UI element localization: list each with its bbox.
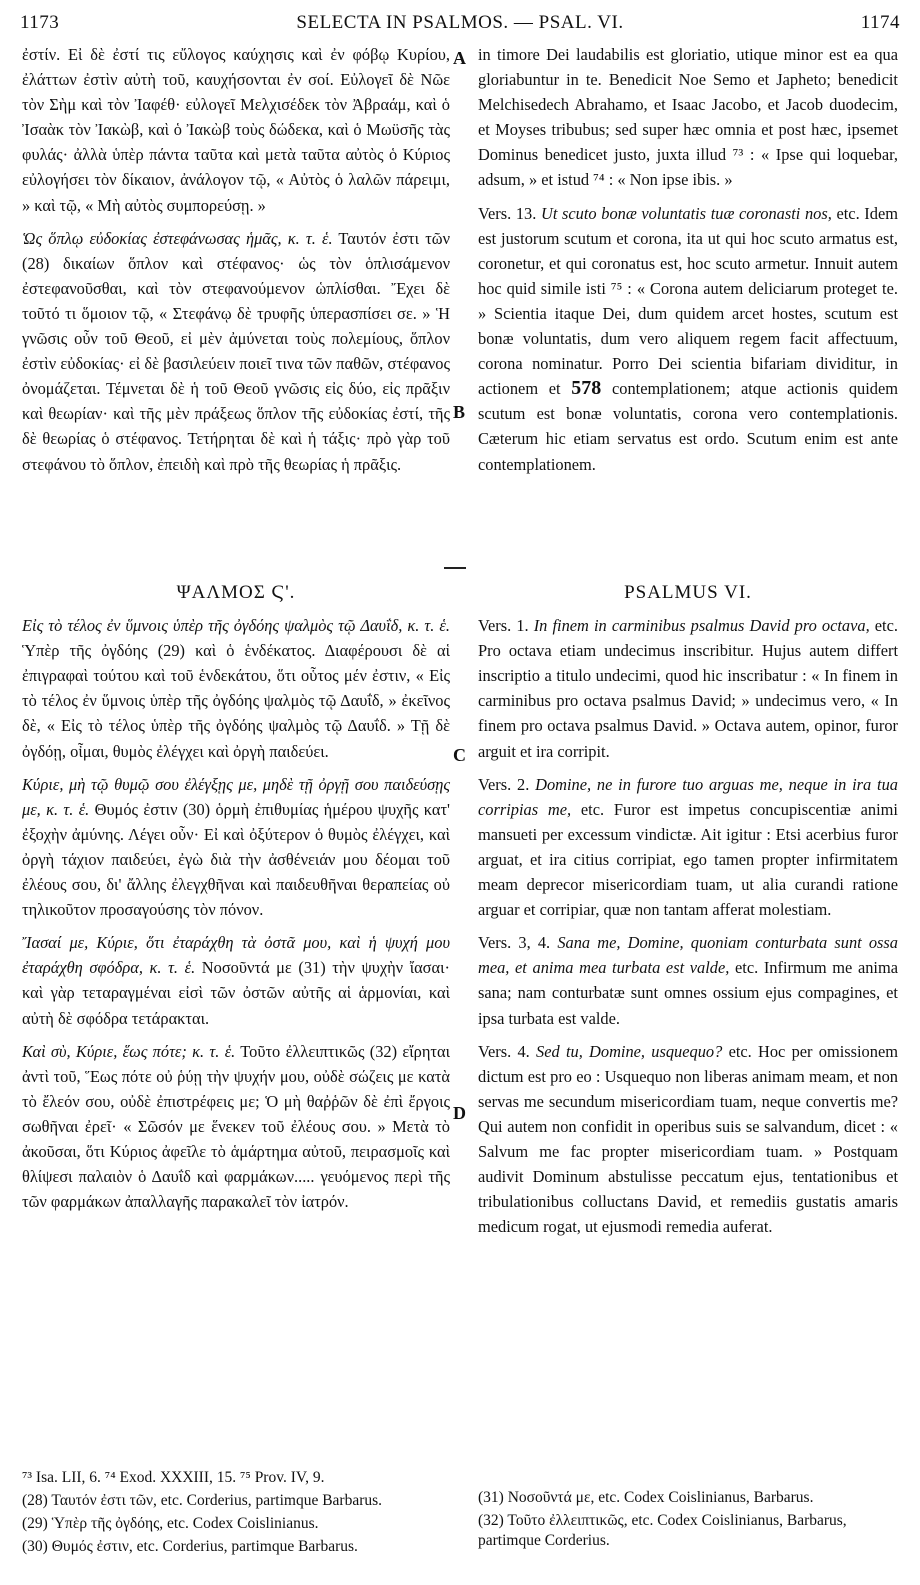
commentary-text: Ὑπὲρ τῆς ὀγδόης (29) καὶ ὁ ἑνδέκατος. Διαφέρουσι δὲ αἱ ἐπιγραφαὶ τούτου καὶ τοῦ ἑνδεκάτου, ὅτι οὗτος μέν ἐστιν, « Εἰς τὸ τέλος ἐν ὕμνοις ὑπὲρ τῆς ὀγδόης ψαλμὸς τῷ Δαυΐδ, » ἐκεῖνος δὲ, « Εἰς τὸ τέλος ὑπὲρ τῆς ὀγδόης ψαλμὸς τῷ Δαυΐδ. » Τῇ δὲ ὀγδόῃ, οἶμαι, θυμὸς ἐλέγχει καὶ ὀργὴ παιδεύει. [22, 641, 450, 761]
verse-lemma: Sana me, Domine, quoniam conturbata sunt ossa mea, et anima mea turbata est valde, [478, 933, 899, 978]
latin-column-psalm [478, 580, 898, 1247]
footnotes-left [22, 1468, 450, 1560]
greek-paragraph [22, 930, 450, 1030]
commentary-text: etc. Idem est justorum scutum et corona, ita ut qui hoc scuto armatus est, coronetur, et qui coronatus est, hoc scuto armetur. Innuit autem hoc quid simile isti ⁷⁵ : « Corona autem deliciarum proteget te. » Scientia itaque Dei, dum quidem arcet hostes, scutum est bonæ voluntatis, dum vero aliquem regem facit affectuum, corona nominatur. Porro Dei scientia bifariam dividitur, in actionem et [478, 203, 898, 399]
greek-paragraph [22, 226, 450, 477]
page-header [20, 8, 900, 38]
commentary-text: etc. Pro octava etiam undecimus inscribitur. Hujus autem differt inscriptio a titulo undecimi, quod hic inscribatur : « In finem in carminibus pro octava psalmus David; » undecimus vero, « In finem pro octava psalmus David. » Octava autem, opinor, furor arguit et ira corripit. [478, 616, 898, 761]
margin-marker-a: A [453, 48, 466, 68]
latin-paragraph [478, 772, 898, 923]
verse-lemma: In finem in carminibus psalmus David pro octava, [533, 616, 870, 636]
latin-column-top [478, 42, 898, 485]
footnote: (28) Ταυτόν ἐστι τῶν, etc. Corderius, partimque Barbarus. [22, 1492, 383, 1509]
commentary-text: Ταυτόν ἐστι τῶν (28) δικαίων ὅπλον καὶ στέφανος· ὡς τὸν ὁπλισάμενον ἐστεφανοῦσθαι, καὶ τὸν στεφανούμενον ὡπλίσθαι. Ἔχει δὲ τοῦτό τι ὅμοιον τῷ, « Στεφάνῳ δὲ τρυφῆς ὑπερασπίσει σε. » Ἡ γνῶσις οὖν τοῦ Θεοῦ, εἰ μὲν ἀμύνεται τοὺς πολεμίους, ὅπλον ἐστὶν εὐδοκίας· εἰ δὲ βασιλεύειν ποιεῖ τινα τῶν παθῶν, στέφανος ὀνομάζεται. Τέμνεται δὲ ἡ τοῦ Θεοῦ γνῶσις εἰς δύο, εἰς πρᾶξιν καὶ θεωρίαν· καὶ τῆς μὲν πράξεως ὅπλον τῆς εὐδοκίας ἐστί, τῆς δὲ θεωρίας ὁ στέφανος. Τετήρηται δὲ καὶ ἡ τάξις· πρὸ γὰρ τοῦ στεφάνου τὸ ὅπλον, ἐπειδὴ καὶ πρὸ τῆς θεωρίας ἡ πρᾶξις. [22, 228, 450, 474]
verse-number: Vers. 1. [478, 616, 529, 636]
column-number: 578 [571, 377, 602, 400]
greek-column-psalm [22, 580, 450, 1222]
latin-paragraph [478, 201, 898, 477]
latin-paragraph [478, 1039, 898, 1240]
latin-paragraph [478, 930, 898, 1030]
footnote: (32) Τοῦτο ἐλλειπτικῶς, etc. Codex Coislinianus, Barbarus, partimque Corderius. [478, 1512, 847, 1549]
commentary-text: contemplationem; atque actionis quidem scutum est bonæ voluntatis, corona vero contemplationis. Cæterum hic etiam servatus est ordo. Scutum enim est ante contemplationem. [478, 379, 898, 474]
greek-paragraph [22, 613, 450, 764]
verse-lemma: Κύριε, μὴ τῷ θυμῷ σου ἐλέγξῃς με, μηδὲ τῇ ὀργῇ σου παιδεύσῃς με, κ. τ. ἑ. [22, 774, 450, 819]
margin-marker-c: C [453, 745, 466, 765]
verse-lemma: Καὶ σὺ, Κύριε, ἕως πότε; κ. τ. ἑ. [22, 1041, 236, 1061]
verse-number: Vers. 13. [478, 203, 537, 223]
verse-number: Vers. 4. [478, 1041, 530, 1061]
section-divider [444, 567, 466, 569]
footnote: (31) Νοσοῦντά με, etc. Codex Coislinianus, Barbarus. [478, 1489, 814, 1506]
commentary-text: Νοσοῦντά με (31) τὴν ψυχὴν ἴασαι· καὶ γὰρ τεταραγμέναι εἰσὶ τῶν ὀστῶν αὐτῆς αἱ ἁρμονίαι, καὶ αὐτὴ δὲ σφόδρα τετάρακται. [22, 958, 450, 1028]
commentary-text: etc. Furor est impetus concupiscentiæ animi mansueti per excessum vindictæ. Ait igitur : Etsi acerbius furor arguat, et ira citius corripiat, ego tamen propter infirmitatem meam deprecor misericordiam tuam, ut alia curandi ratione arguar et corripiar, quæ non tantam afferat molestiam. [478, 799, 898, 920]
latin-paragraph: in timore Dei laudabilis est gloriatio, utique minor est ea qua gloriabuntur in te. Benedicit Noe Semo et Japheto; benedicit Melchisedech Abrahamo, et Isaac Jacobo, et Jacob duodecim, et Moyses tribubus; sed super hæc omnia et post hæc, ipsemet Dominus benedicet justo, juxta illud ⁷³ : « Ipse qui loquebar, adsum, » et istud ⁷⁴ : « Non ipse ibis. » [478, 45, 898, 190]
psalm-title-latin: PSALMUS VI. [624, 582, 752, 603]
running-title: SELECTA IN PSALMOS. — PSAL. VI. [296, 12, 624, 33]
verse-lemma: Ut scuto bonæ voluntatis tuæ coronasti nos, [541, 203, 832, 223]
commentary-text: etc. Infirmum me anima sana; nam conturbatæ sunt omnes ossium ejus compagines, et ipsa turbata est valde. [478, 958, 898, 1028]
commentary-text: Θυμός ἐστιν (30) ὁρμὴ ἐπιθυμίας ἡμέρου ψυχῆς κατ' ἐξοχὴν ἀμύνης. Λέγει οὖν· Εἰ καὶ ὀξύτερον ὁ θυμὸς ἐλέγχει, καὶ ὀργὴ τάχιον παιδεύει, ἐγὼ διὰ τὴν ἀσθένειάν μου δέομαι τοῦ ἐλέους σου, δι' ἄλλης ἐλεγχθῆναι καὶ παιδευθῆναι θεραπείας οὐ τηλικοῦτον προσαγούσης τὸν πόνον. [22, 799, 451, 920]
verse-lemma: Εἰς τὸ τέλος ἐν ὕμνοις ὑπὲρ τῆς ὀγδόης ψαλμὸς τῷ Δαυΐδ, κ. τ. ἑ. [22, 616, 450, 636]
footnote: (30) Θυμός ἐστιν, etc. Corderius, partimque Barbarus. [22, 1538, 358, 1555]
verse-lemma: Sed tu, Domine, usquequo? [536, 1041, 723, 1061]
greek-paragraph [22, 1039, 450, 1215]
page-number-right: 1174 [860, 12, 900, 33]
verse-lemma: Ἴασαί με, Κύριε, ὅτι ἐταράχθη τὰ ὀστᾶ μου, καὶ ἡ ψυχή μου ἐταράχθη σφόδρα, κ. τ. ἑ. [22, 933, 450, 978]
margin-marker-d: D [453, 1103, 466, 1123]
verse-number: Vers. 3, 4. [478, 933, 551, 953]
greek-paragraph [22, 772, 450, 923]
greek-column-top [22, 42, 450, 485]
verse-lemma: Ὡς ὅπλῳ εὐδοκίας ἐστεφάνωσας ἡμᾶς, κ. τ. ἑ. [22, 228, 333, 248]
psalm-title-greek: ΨΑΛΜΟΣ Ϛ'. [176, 582, 296, 603]
footnote: (29) Ὑπὲρ τῆς ὀγδόης, etc. Codex Coislinianus. [22, 1515, 319, 1532]
margin-marker-b: B [453, 402, 466, 422]
greek-paragraph: ἐστίν. Εἰ δὲ ἐστί τις εὔλογος καύχησις καὶ ἐν φόβῳ Κυρίου, ἐλάττων ἐστὶν αὐτὴ τοῦ, καυχήσονται ἐν σοί. Εὐλογεῖ δὲ Νῶε τὸν Σὴμ καὶ τὸν Ἰαφέθ· εὐλογεῖ Μελχισέδεκ τὸν Ἀβραάμ, καὶ ὁ Ἰσαὰκ τὸν Ἰακὼβ, καὶ ὁ Ἰακὼβ τοὺς δώδεκα, καὶ ὁ Μωϋσῆς τὰς φυλάς· ἀλλὰ ὑπὲρ πάντα ταῦτα καὶ μετὰ ταῦτα αὐτὸς ὁ Κύριος εὐλογήσει τὸν δίκαιον, ἀνάλογον τῷ, « Αὐτὸς ὁ λαλῶν πάρειμι, » καὶ τῷ, « Μὴ αὐτὸς συμπορεύσῃ. » [22, 45, 450, 215]
verse-number: Vers. 2. [478, 774, 530, 794]
scripture-references: ⁷³ Isa. LII, 6. ⁷⁴ Exod. XXXIII, 15. ⁷⁵ Prov. IV, 9. [22, 1469, 325, 1486]
commentary-text: etc. Hoc per omissionem dictum est pro eo : Usquequo non liberas animam meam, et non servas me secundum misericordiam tuam, neque convertis me? Qui autem non confidit in operibus suis se salvandum, dicet : « Salvum me fac propter misericordiam tuam. » Postquam audivit Dominum abstulisse peccatum ejus, tentationibus et tribulationibus colluctans David, et remediis gustatis amaris medicum rogat, ut ejusmodi remedia auferat. [478, 1041, 898, 1237]
latin-paragraph [478, 613, 898, 764]
commentary-text: Τοῦτο ἐλλειπτικῶς (32) εἴρηται ἀντὶ τοῦ, Ἕως πότε οὐ ῥύῃ τὴν ψυχήν μου, οὐδὲ σώζεις με κατὰ τὸ ἔλεόν σου, οὐδὲ ἐπιστρέφεις με; Ὁ μὴ θαῤῥῶν δὲ ἐπὶ ἔργοις σωθῆναι ἐρεῖ· « Σῶσόν με ἕνεκεν τοῦ ἐλέους σου. » Μετὰ τὸ ἀκοῦσαι, ὅτι Κύριος ἀφεῖλε τὸ ἁμάρτημα αὐτοῦ, πειρασμοῖς καὶ θλίψεσι παλαιὸν ὁ Δαυΐδ καὶ φαρμάκων..... γευόμενος περὶ τῆς τῶν φαρμάκων ἀπαλλαγῆς παρακαλεῖ τὸν ἰατρόν. [22, 1041, 450, 1212]
verse-lemma: Domine, ne in furore tuo arguas me, neque in ira tua corripias me, [478, 774, 898, 819]
footnotes-right [478, 1488, 898, 1554]
page-number-left: 1173 [20, 12, 60, 33]
